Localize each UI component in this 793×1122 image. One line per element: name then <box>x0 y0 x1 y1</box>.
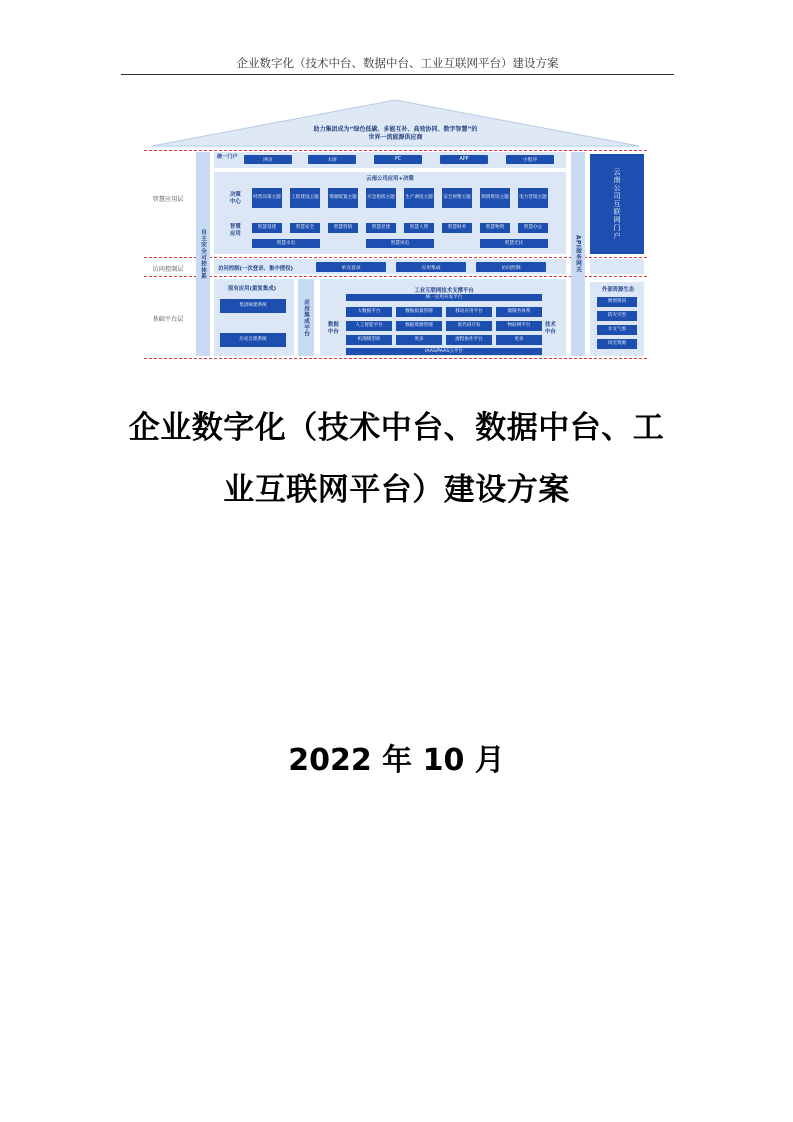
portal-item: APP <box>440 155 488 164</box>
app-integration-column: 应用集成平台 <box>298 279 314 356</box>
smart-item: 智慧安全 <box>290 223 320 233</box>
decision-label: 决策中心 <box>230 192 241 205</box>
external-item: 舆情资讯 <box>597 297 637 307</box>
portal-item: 小程序 <box>506 155 554 164</box>
iaas-platform: IAAS/PAAS云平台 <box>346 348 542 355</box>
external-item: 风光资源 <box>597 339 637 349</box>
data-center-label: 数据中台 <box>328 322 339 335</box>
security-column: 自主安全可控体系 <box>196 152 210 356</box>
platform-item: 大数据平台 <box>346 307 392 317</box>
smart-item: 智慧基建 <box>252 223 282 233</box>
smart-item: 智慧物资 <box>480 223 510 233</box>
api-gateway-column: API服务网关 <box>571 152 585 356</box>
cloud-app-title: 云南公司应用+决策 <box>366 176 414 182</box>
access-extension <box>590 259 644 274</box>
portal-label: 统一门户 <box>217 154 238 160</box>
external-item: 水文气象 <box>597 325 637 335</box>
internet-portal-label: 云南公司互联网门户 <box>613 168 621 240</box>
energy-item: 智慧光伏 <box>480 239 548 248</box>
platform-item: 更多 <box>396 335 442 345</box>
energy-item: 智慧风电 <box>366 239 434 248</box>
document-date: 2022 年 10 月 <box>288 743 505 778</box>
decision-item: 电力营销主题 <box>518 188 548 208</box>
platform-item: 低代码开发 <box>446 321 492 331</box>
smart-item: 智慧财务 <box>442 223 472 233</box>
roof-text-line1: 助力集团成为“绿色低碳、多能互补、高效协同、数字智慧”的 <box>313 126 478 133</box>
divider <box>144 358 647 359</box>
tech-center-label: 技术中台 <box>545 322 556 335</box>
platform-item: 移动应用平台 <box>446 307 492 317</box>
decision-item: 经营决策主题 <box>252 188 282 208</box>
decision-item: 资源配置主题 <box>328 188 358 208</box>
decision-item: 应急指挥主题 <box>366 188 396 208</box>
layer-label: 访问控制层 <box>152 266 184 273</box>
access-item: 单点登录 <box>316 262 386 272</box>
legacy-title: 原有应用(重复集成) <box>228 286 277 292</box>
platform-item: 更多 <box>496 335 542 345</box>
decision-item: 舆情资讯主题 <box>480 188 510 208</box>
decision-item: 生产调度主题 <box>404 188 434 208</box>
access-item: 访问控制 <box>476 262 546 272</box>
portal-item: PC <box>374 155 422 164</box>
platform-item: 数据质量管理 <box>396 307 442 317</box>
platform-item: 流程协作平台 <box>446 335 492 345</box>
external-title: 外部资源生态 <box>601 287 635 293</box>
layer-label: 基础平台层 <box>152 316 184 323</box>
decision-item: 安全预警主题 <box>442 188 472 208</box>
legacy-item: 集团统建系统 <box>220 299 286 313</box>
document-title-line2: 业互联网平台）建设方案 <box>223 472 570 508</box>
smart-item: 智慧人资 <box>404 223 434 233</box>
access-item: 应用集成 <box>396 262 466 272</box>
dev-platform: 统一应用开发平台 <box>346 294 542 301</box>
portal-item: 大屏 <box>308 155 356 164</box>
smart-label: 智慧应用 <box>230 224 241 237</box>
portal-item: 网页 <box>244 155 292 164</box>
smart-item: 智慧营销 <box>328 223 358 233</box>
platform-item: 人工智能平台 <box>346 321 392 331</box>
access-label: 访问控制(一次登录、集中授权) <box>218 266 294 272</box>
decision-item: 工程建设主题 <box>290 188 320 208</box>
platform-item: 数据资源管理 <box>396 321 442 331</box>
running-header: 企业数字化（技术中台、数据中台、工业互联网平台）建设方案 <box>236 56 559 70</box>
header-rule <box>121 74 674 75</box>
roof-text-line2: 世界一流能源供应商 <box>368 134 423 141</box>
platform-item: 微服务体系 <box>496 307 542 317</box>
document-title-line1: 企业数字化（技术中台、数据中台、工 <box>128 410 665 446</box>
smart-item: 智慧党建 <box>366 223 396 233</box>
smart-item: 智慧办公 <box>518 223 548 233</box>
platform-item: 物联网平台 <box>496 321 542 331</box>
energy-item: 智慧水电 <box>252 239 320 248</box>
architecture-diagram <box>144 96 647 360</box>
legacy-item: 历史自建系统 <box>220 333 286 347</box>
divider <box>144 150 647 151</box>
external-item: 防灾灾害 <box>597 311 637 321</box>
layer-label: 智慧应用层 <box>152 196 184 203</box>
platform-item: 机理模型库 <box>346 335 392 345</box>
iiot-title: 工业互联网技术支撑平台 <box>414 288 474 294</box>
